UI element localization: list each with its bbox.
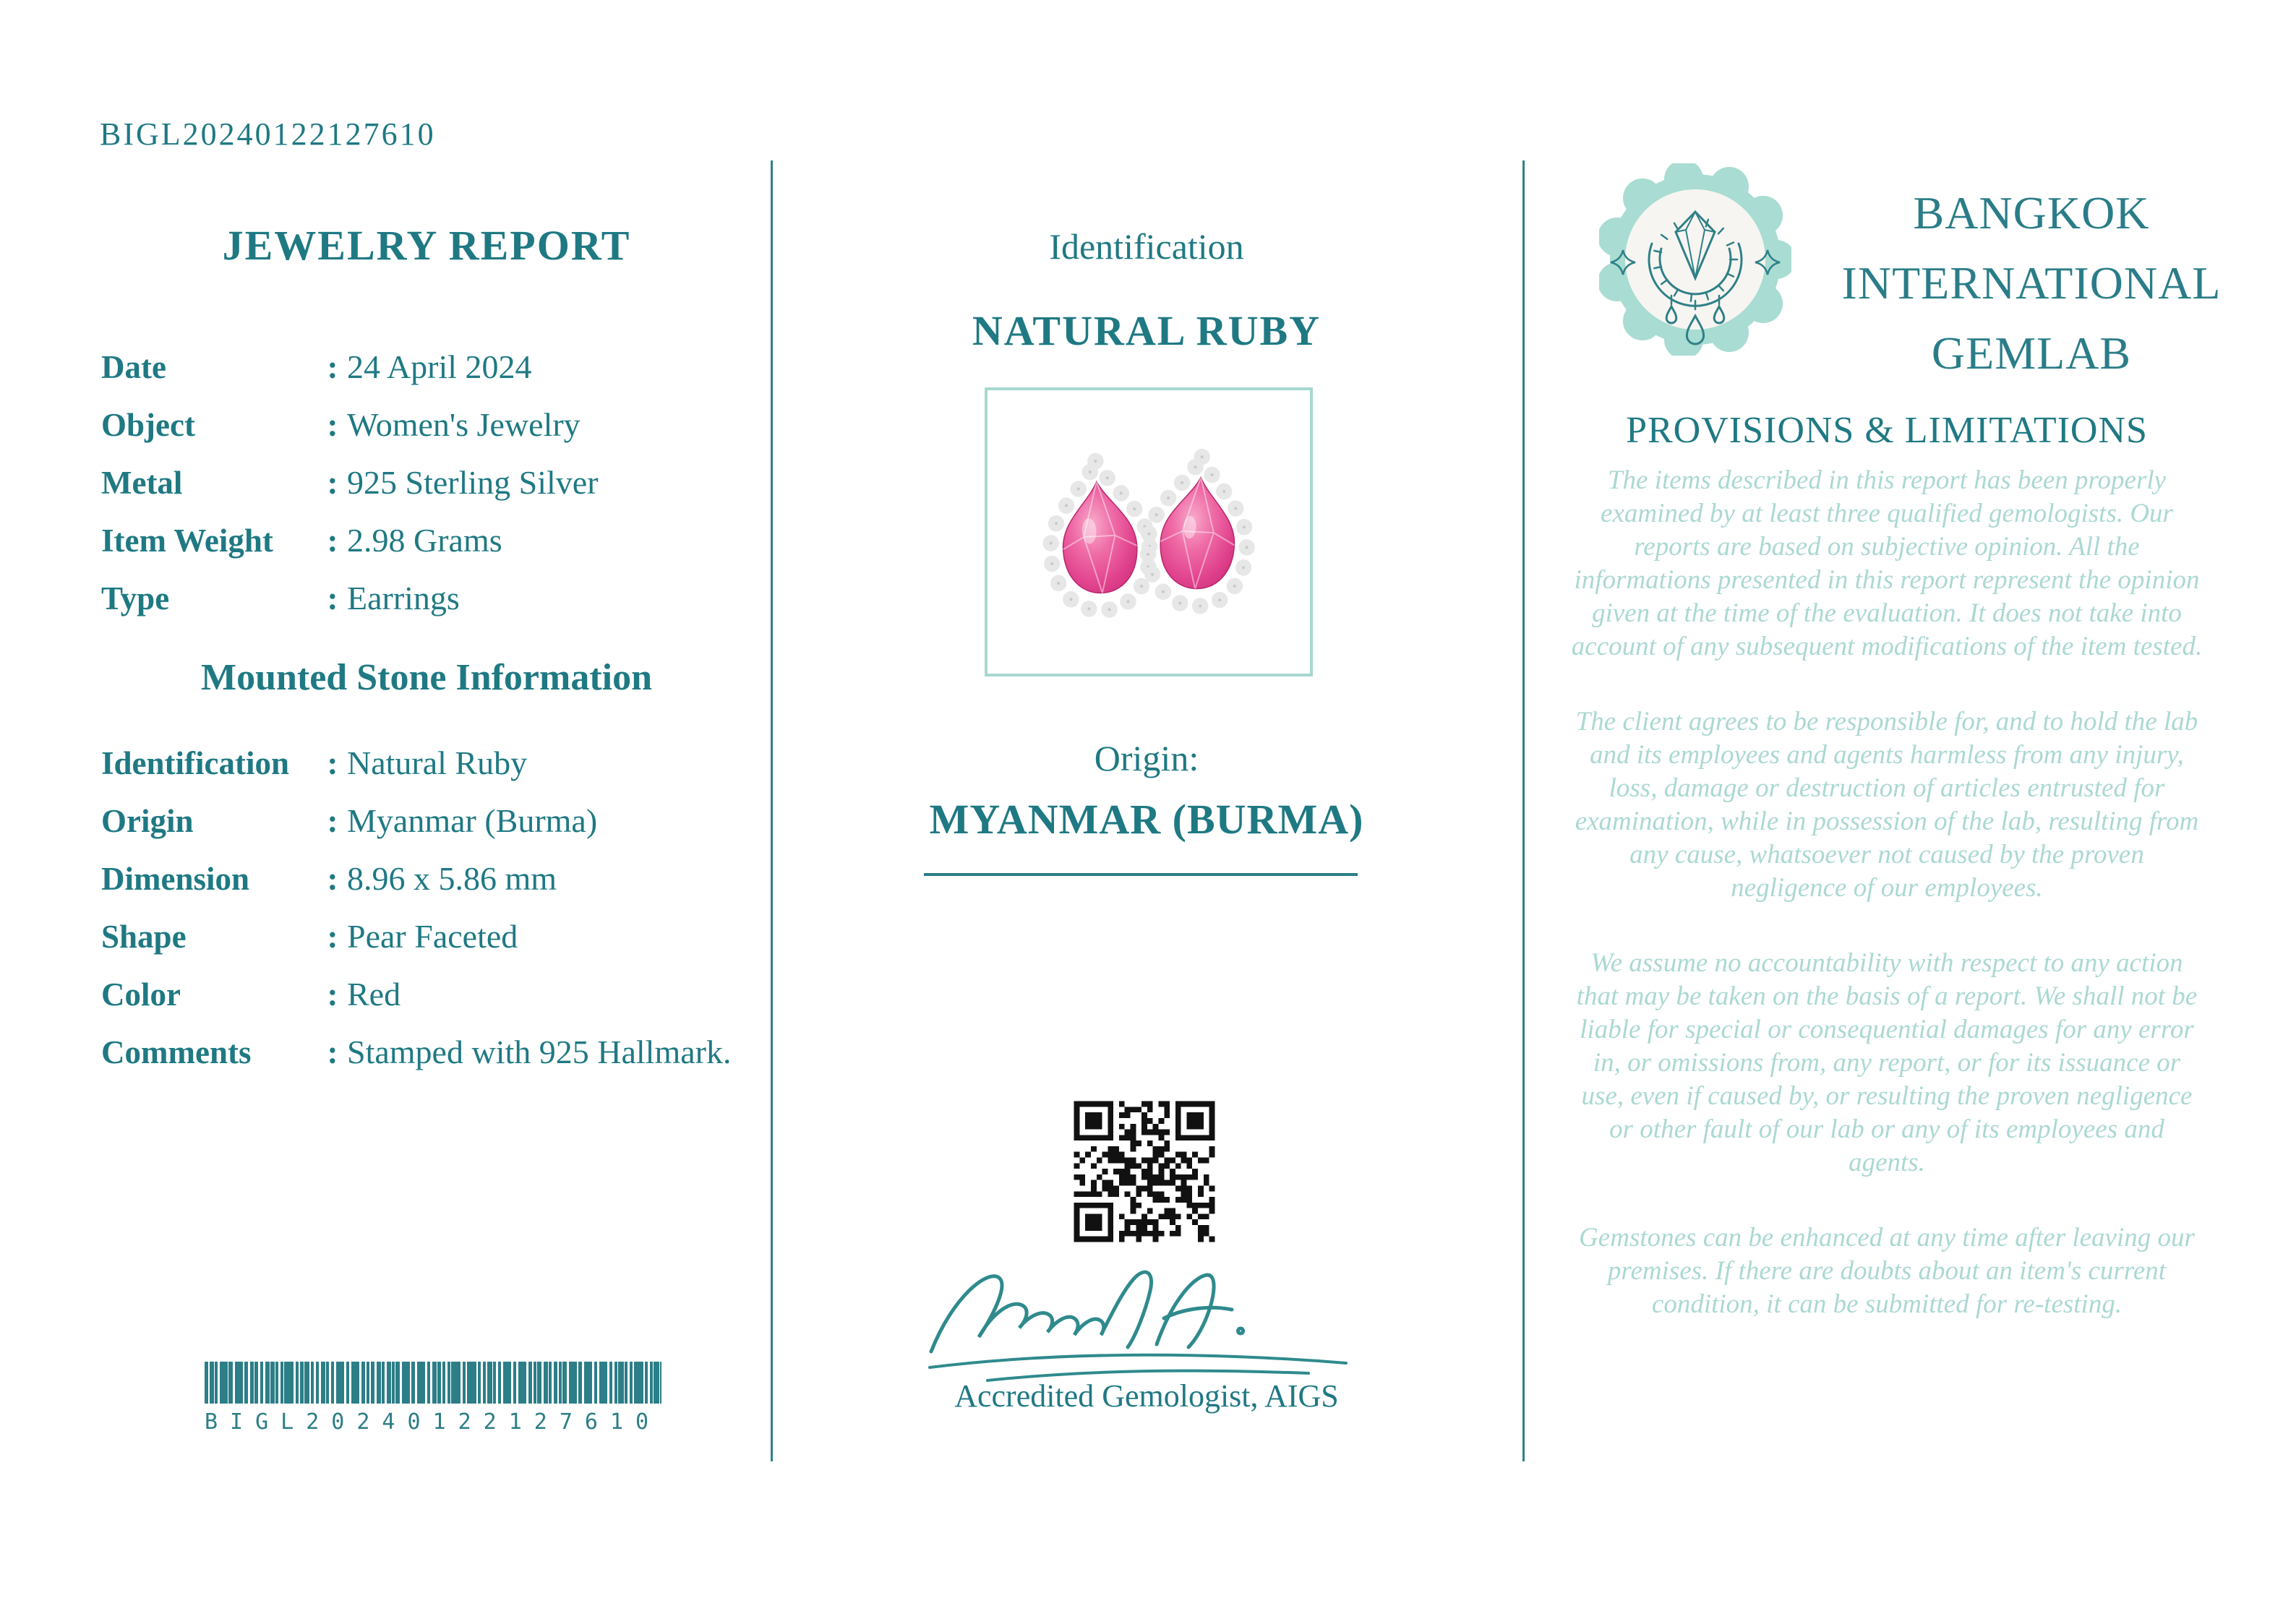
provisions-paragraph: The items described in this report has been properly examined by at least three qualified gemologists. Our reports are based on subjective opinion. All the informations presented in this report represent the opinion given at the time of the evaluation. It does not take into account of any subsequent modifications of the item tested. [1571, 465, 2203, 661]
field-value: 925 Sterling Silver [347, 464, 599, 501]
origin-value: MYANMAR (BURMA) [929, 796, 1364, 843]
field-label: Date [101, 349, 166, 385]
field-row-object [101, 396, 759, 454]
field-value: Stamped with 925 Hallmark. [347, 1034, 732, 1070]
barcode-icon [205, 1362, 661, 1404]
field-label: Origin [101, 803, 194, 839]
field-colon: : [327, 465, 338, 501]
signatory-title: Accredited Gemologist, AIGS [954, 1378, 1339, 1414]
origin-label: Origin: [1094, 738, 1199, 778]
provisions-paragraphs [1569, 464, 2205, 1363]
identification-value: NATURAL RUBY [972, 307, 1322, 354]
report-title: JEWELRY REPORT [222, 222, 631, 269]
field-colon: : [327, 407, 338, 443]
signature [918, 1259, 1366, 1396]
field-row-color [101, 966, 759, 1023]
stone-fields [101, 734, 759, 1081]
field-colon: : [327, 349, 338, 385]
lab-name-line: GEMLAB [1931, 327, 2132, 379]
field-row-shape [101, 908, 759, 966]
jewelry-photo [985, 387, 1313, 676]
lab-name [1793, 178, 2270, 388]
report-number: BIGL20240122127610 [100, 116, 436, 152]
field-colon: : [327, 861, 338, 897]
field-label: Object [101, 407, 195, 443]
field-row-identification [101, 734, 759, 792]
panel-divider-right [1522, 160, 1525, 1461]
qr-code [1063, 1090, 1226, 1253]
field-colon: : [327, 919, 338, 955]
panel-divider-left [771, 160, 773, 1461]
lab-logo-badge-icon [1599, 163, 1791, 356]
field-row-dimension [101, 850, 759, 908]
field-label: Item Weight [101, 523, 273, 559]
field-colon: : [327, 803, 338, 839]
field-label: Metal [101, 465, 183, 501]
field-label: Shape [101, 919, 187, 955]
field-value: Pear Faceted [347, 918, 518, 955]
stone-section-title: Mounted Stone Information [200, 657, 653, 698]
field-value: Myanmar (Burma) [347, 802, 598, 839]
field-colon: : [327, 745, 338, 781]
field-value: Earrings [347, 580, 460, 616]
field-colon: : [327, 976, 338, 1013]
field-colon: : [327, 1034, 338, 1070]
field-row-type [101, 570, 759, 627]
lab-name-line: INTERNATIONAL [1841, 257, 2222, 309]
field-label: Type [101, 580, 170, 616]
field-value: 24 April 2024 [347, 348, 532, 385]
field-value: 2.98 Grams [347, 522, 502, 559]
provisions-paragraph: We assume no accountability with respect to any action that may be taken on the basis of a report. We shall not be liable for special or consequential damages for any error in, or omissions from, any report, or for its issuance or use, even if caused by, or resulting the proven negligence or other fault of our lab or any of its employees and agents. [1576, 948, 2198, 1177]
field-label: Identification [101, 745, 290, 781]
field-value: Women's Jewelry [347, 406, 581, 443]
field-value: Natural Ruby [347, 744, 528, 781]
origin-underline [924, 873, 1358, 876]
identification-label: Identification [1049, 226, 1244, 267]
field-label: Comments [101, 1034, 252, 1070]
provisions-paragraph: The client agrees to be responsible for, and to hold the lab and its employees and agents harmless from any injury, loss, damage or destruction of articles entrusted for examination, while in possession of the lab, resulting from any cause, whatsoever not caused by the proven negligence of our employees. [1575, 707, 2199, 903]
field-value: 8.96 x 5.86 mm [347, 860, 557, 897]
ruby-earrings-image [988, 390, 1310, 674]
provisions-paragraph: Gemstones can be enhanced at any time after leaving our premises. If there are doubts about an item's current condition, it can be submitted for re-testing. [1579, 1223, 2195, 1319]
field-value: Red [347, 976, 401, 1013]
barcode-text: BIGL20240122127610 [205, 1409, 661, 1435]
field-row-origin [101, 792, 759, 850]
report-fields [101, 338, 759, 627]
field-row-comments [101, 1023, 759, 1081]
lab-name-line: BANGKOK [1913, 187, 2150, 239]
field-row-date [101, 338, 759, 396]
report-barcode [205, 1362, 661, 1435]
field-colon: : [327, 523, 338, 559]
field-row-item-weight [101, 512, 759, 570]
field-row-metal [101, 454, 759, 512]
field-label: Color [101, 976, 181, 1013]
field-colon: : [327, 580, 338, 616]
provisions-title: PROVISIONS & LIMITATIONS [1626, 410, 2148, 451]
field-label: Dimension [101, 861, 250, 897]
